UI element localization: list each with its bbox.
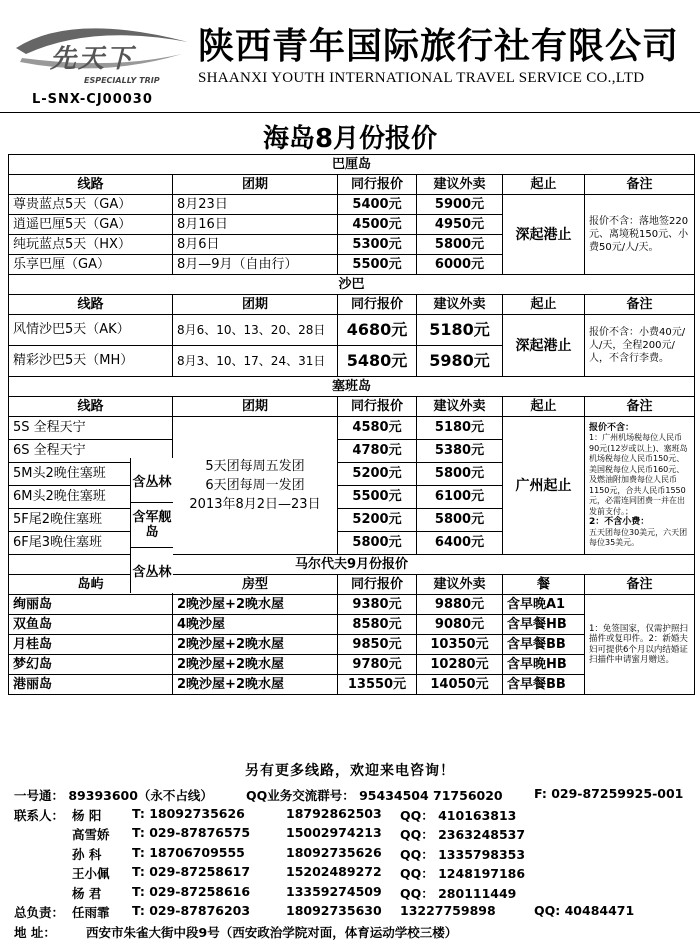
contacts-block: [14, 786, 700, 942]
col-header: 餐: [503, 575, 585, 595]
retail-price-cell: 5180元: [417, 315, 503, 346]
price-table: [8, 154, 695, 695]
manager-name: 任雨霏: [72, 905, 110, 920]
route-cell: 尊贵蓝点5天（GA）: [9, 195, 173, 215]
manager-label: 总负责：: [14, 905, 65, 920]
peer-price-cell: 5400元: [338, 195, 417, 215]
col-header: 团期: [173, 175, 338, 195]
contact-qq: QQ： 410163813: [400, 807, 517, 823]
peer-price-cell: 5800元: [338, 532, 417, 555]
retail-price-cell: 14050元: [417, 675, 503, 695]
table-row: [9, 195, 695, 215]
date-cell: [173, 417, 338, 555]
col-header: 同行报价: [338, 397, 417, 417]
col-header: 同行报价: [338, 175, 417, 195]
manager-tel: T: 029-87876203: [132, 903, 251, 918]
contact-mobile: 18792862503: [286, 805, 382, 821]
peer-price-cell: 5480元: [338, 346, 417, 377]
table-row: [9, 595, 695, 615]
meal-cell: 含早餐BB: [503, 635, 585, 655]
route-cell: [9, 417, 173, 440]
contact-row: [14, 884, 700, 904]
section-bali: 巴厘岛: [9, 155, 695, 175]
contact-row: [14, 825, 700, 845]
col-header: 建议外卖: [417, 295, 503, 315]
retail-price-cell: 10280元: [417, 655, 503, 675]
address-label: 地 址：: [14, 924, 56, 940]
contact-row: [14, 864, 700, 884]
date-cell: 8月6日: [173, 235, 338, 255]
saipan-tag-jungle-2: 含丛林: [130, 548, 173, 593]
contact-hotline-row: [14, 786, 700, 806]
date-cell: 8月3、10、17、24、31日: [173, 346, 338, 377]
route-cell: 乐享巴厘（GA）: [9, 255, 173, 275]
meal-cell: 含早晚A1: [503, 595, 585, 615]
contact-mobile: 13359274509: [286, 883, 382, 899]
room-cell: 2晚沙屋+2晚水屋: [173, 595, 338, 615]
contact-name: 王小佩: [72, 866, 110, 881]
more-routes-text: 另有更多线路，欢迎来电咨询！: [245, 763, 455, 779]
peer-price-cell: 9850元: [338, 635, 417, 655]
retail-price-cell: 5800元: [417, 235, 503, 255]
room-cell: 4晚沙屋: [173, 615, 338, 635]
note-tip-body: 五天团每位30美元，六天团每位35美元。: [589, 527, 688, 547]
contact-row: [14, 806, 700, 826]
note-cell: 报价不含：落地签220元、离境税150元、小费50元/人/天。: [585, 195, 695, 275]
peer-price-cell: 8580元: [338, 615, 417, 635]
peer-price-cell: 9780元: [338, 655, 417, 675]
page-title: 海岛8月份报价: [262, 124, 438, 154]
meal-cell: 含早餐BB: [503, 675, 585, 695]
col-header: 备注: [585, 175, 695, 195]
header: [0, 0, 700, 115]
peer-price-cell: 9380元: [338, 595, 417, 615]
contact-label: 联系人：: [14, 807, 65, 823]
retail-price-cell: 5800元: [417, 463, 503, 486]
retail-price-cell: 9080元: [417, 615, 503, 635]
retail-price-cell: 5900元: [417, 195, 503, 215]
address: 西安市朱雀大街中段9号（西安政治学院对面，体育运动学校三楼）: [86, 924, 458, 940]
peer-price-cell: 5500元: [338, 255, 417, 275]
retail-price-cell: 5980元: [417, 346, 503, 377]
note-tip-title: 2：不含小费：: [589, 517, 650, 527]
contact-mobile: 15202489272: [286, 864, 382, 879]
hotline: 一号通： 89393600（永不占线）: [14, 788, 213, 803]
col-header: 起止: [503, 295, 585, 315]
manager-mobile-2: 13227759898: [400, 903, 496, 918]
col-header: 备注: [585, 575, 695, 595]
meal-cell: 含早餐HB: [503, 615, 585, 635]
col-header: 线路: [9, 295, 173, 315]
date-cell: 8月23日: [173, 195, 338, 215]
manager-row: [14, 903, 700, 923]
col-header: 起止: [503, 397, 585, 417]
note-cell: [585, 417, 695, 555]
table-row: [9, 315, 695, 346]
saipan-header-row: [9, 397, 695, 417]
date-line: 6天团每周一发团: [205, 478, 305, 493]
island-cell: 梦幻岛: [9, 655, 173, 675]
contact-tel: T: 029-87258616: [132, 883, 251, 899]
route-cell: 6M头2晚住塞班: [9, 486, 173, 509]
retail-price-cell: 6400元: [417, 532, 503, 555]
col-header: 建议外卖: [417, 397, 503, 417]
license-number: L-SNX-CJ00030: [32, 92, 153, 107]
contact-mobile: 18092735626: [286, 844, 382, 860]
depart-cell: 深起港止: [503, 315, 585, 377]
col-header: 线路: [9, 397, 173, 417]
retail-price-cell: 5180元: [417, 417, 503, 440]
route-cell: 纯玩蓝点5天（HX）: [9, 235, 173, 255]
peer-price-cell: 13550元: [338, 675, 417, 695]
retail-price-cell: 9880元: [417, 595, 503, 615]
company-name-en: SHAANXI YOUTH INTERNATIONAL TRAVEL SERVICE CO.,LTD: [198, 70, 645, 86]
col-header: 岛屿: [9, 575, 173, 595]
meal-cell: 含早晚HB: [503, 655, 585, 675]
island-cell: 绚丽岛: [9, 595, 173, 615]
contact-tel: T: 18092735626: [132, 805, 245, 821]
retail-price-cell: 6100元: [417, 486, 503, 509]
route-cell: 精彩沙巴5天（MH）: [9, 346, 173, 377]
room-cell: 2晚沙屋+2晚水屋: [173, 635, 338, 655]
retail-price-cell: 6000元: [417, 255, 503, 275]
contact-name: 高雪娇: [72, 827, 110, 842]
route-cell: 5M头2晚住塞班: [9, 463, 173, 486]
col-header: 建议外卖: [417, 575, 503, 595]
sabah-header-row: [9, 295, 695, 315]
route-cell: 6S 全程天宁: [9, 440, 173, 463]
depart-cell: 深起港止: [503, 195, 585, 275]
peer-price-cell: 4500元: [338, 215, 417, 235]
col-header: 备注: [585, 295, 695, 315]
col-header: 建议外卖: [417, 175, 503, 195]
logo-subtitle: ESPECIALLY TRIP: [84, 76, 160, 85]
col-header: 团期: [173, 397, 338, 417]
route-cell: 5F尾2晚住塞班: [9, 509, 173, 532]
date-cell: 8月6、10、13、20、28日: [173, 315, 338, 346]
saipan-tag-warship: 含军舰岛: [130, 503, 173, 548]
address-row: [14, 923, 700, 943]
qq-group: QQ业务交流群号： 95434504 71756020: [246, 788, 503, 803]
date-line: 5天团每周五发团: [205, 459, 305, 474]
contact-qq: QQ： 1335798353: [400, 846, 526, 862]
peer-price-cell: 5200元: [338, 509, 417, 532]
note-body: 1：广州机场税每位人民币90元(12岁或以上)、塞班岛机场税每位人民币150元、美国税每位人民币160元、及燃油附加费每位人民币1150元，合共人民币1550元，必需连同团费一并在出发前支付。；: [589, 433, 688, 516]
room-cell: 2晚沙屋+2晚水屋: [173, 675, 338, 695]
peer-price-cell: 4580元: [338, 417, 417, 440]
table-row: [9, 417, 695, 440]
date-line: 2013年8月2日—23日: [189, 497, 321, 512]
section-saipan: 塞班岛: [9, 377, 695, 397]
manager-mobile: 18092735630: [286, 903, 382, 918]
col-header: 起止: [503, 175, 585, 195]
peer-price-cell: 5500元: [338, 486, 417, 509]
logo: [12, 18, 192, 85]
island-cell: 月桂岛: [9, 635, 173, 655]
contact-qq: QQ： 1248197186: [400, 866, 526, 881]
contact-name: 孙 科: [72, 846, 102, 862]
depart-cell: 广州起止: [503, 417, 585, 555]
retail-price-cell: 5380元: [417, 440, 503, 463]
retail-price-cell: 5800元: [417, 509, 503, 532]
section-sabah: 沙巴: [9, 275, 695, 295]
note-cell: 报价不含：小费40元/人/天，全程200元/人，不含行李费。: [585, 315, 695, 377]
retail-price-cell: 10350元: [417, 635, 503, 655]
contact-name: 杨 君: [72, 885, 102, 901]
note-cell: 1：免签国家，仅需护照扫描件或复印件。2：新婚夫妇可提供6个月以内结婚证扫描件申请蜜月赠送。: [585, 595, 695, 695]
route-cell: 6F尾3晚住塞班: [9, 532, 173, 555]
logo-text: 先天下: [50, 44, 135, 74]
section-maldives: 马尔代夫9月份报价: [9, 555, 695, 575]
contact-qq: QQ： 280111449: [400, 885, 517, 901]
route-cell: 逍遥巴厘5天（GA）: [9, 215, 173, 235]
col-header: 线路: [9, 175, 173, 195]
manager-qq: QQ: 40484471: [534, 903, 635, 918]
date-cell: 8月—9月（自由行）: [173, 255, 338, 275]
contact-tel: T: 029-87258617: [132, 864, 251, 879]
fax: F: 029-87259925-001: [534, 786, 684, 801]
header-divider: [0, 112, 700, 113]
col-header: 同行报价: [338, 295, 417, 315]
route-name: 5S 全程天宁: [13, 420, 86, 435]
company-name-cn: 陕西青年国际旅行社有限公司: [198, 25, 680, 67]
contact-qq: QQ： 2363248537: [400, 827, 526, 842]
contact-row: [14, 845, 700, 865]
col-header: 同行报价: [338, 575, 417, 595]
island-cell: 港丽岛: [9, 675, 173, 695]
contact-mobile: 15002974213: [286, 825, 382, 840]
peer-price-cell: 5300元: [338, 235, 417, 255]
room-cell: 2晚沙屋+2晚水屋: [173, 655, 338, 675]
contact-tel: T: 18706709555: [132, 844, 245, 860]
peer-price-cell: 4680元: [338, 315, 417, 346]
date-cell: 8月16日: [173, 215, 338, 235]
col-header: 备注: [585, 397, 695, 417]
note-title: 报价不含：: [589, 422, 635, 433]
contact-tel: T: 029-87876575: [132, 825, 251, 840]
saipan-tag-jungle: 含丛林: [130, 458, 173, 503]
island-cell: 双鱼岛: [9, 615, 173, 635]
peer-price-cell: 5200元: [338, 463, 417, 486]
peer-price-cell: 4780元: [338, 440, 417, 463]
col-header: 团期: [173, 295, 338, 315]
route-cell: 风情沙巴5天（AK）: [9, 315, 173, 346]
retail-price-cell: 4950元: [417, 215, 503, 235]
col-header: 房型: [173, 575, 338, 595]
maldives-header-row: [9, 575, 695, 595]
bali-header-row: [9, 175, 695, 195]
contact-name: 杨 阳: [72, 807, 102, 823]
